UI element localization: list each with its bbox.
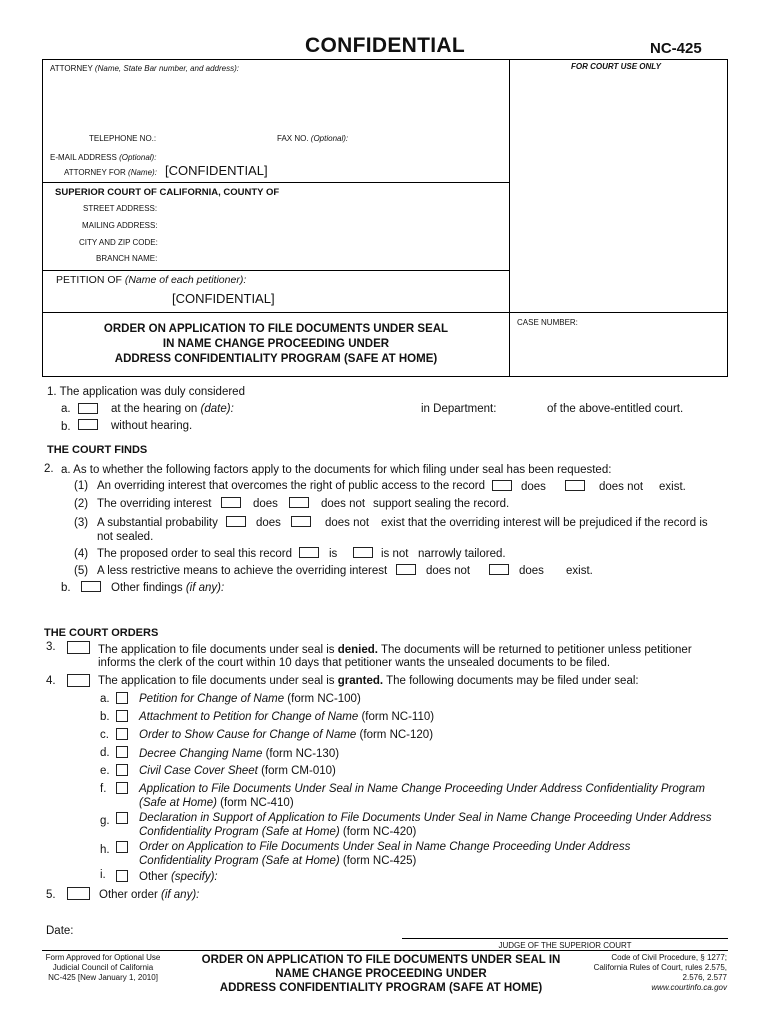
factor2-doesnot-label: does not	[321, 498, 366, 510]
factor3-num: (3)	[74, 517, 89, 529]
doc-g-line2-form: (form NC-420)	[339, 826, 417, 838]
doc-b-form: (form NC-110)	[358, 711, 435, 723]
caption-bottom-rule	[42, 376, 728, 377]
fax-label-text: FAX NO.	[277, 134, 309, 143]
item5-text: Other order	[99, 889, 161, 901]
other-findings-text: Other findings	[111, 582, 183, 594]
fax-label-hint: (Optional):	[310, 134, 349, 143]
factor3-doesnot-label: does not	[325, 517, 370, 529]
doc-c-title: Order to Show Cause for Change of Name	[139, 729, 357, 741]
court-finds-heading: THE COURT FINDS	[47, 444, 148, 456]
factor3-rest: exist that the overriding interest will be prejudiced if the record is	[381, 517, 708, 529]
court-top-rule	[42, 182, 510, 183]
order-title-line2: IN NAME CHANGE PROCEEDING UNDER	[162, 338, 390, 350]
factor4-is-checkbox[interactable]	[299, 547, 319, 558]
other-findings-hint: (if any):	[185, 582, 225, 594]
factor5-doesnot-label: does not	[426, 565, 471, 577]
factor5-num: (5)	[74, 565, 89, 577]
factor2-doesnot-checkbox[interactable]	[289, 497, 309, 508]
doc-d-checkbox[interactable]	[116, 746, 128, 758]
doc-h-letter: h.	[100, 844, 110, 856]
factor1-doesnot-checkbox[interactable]	[565, 480, 585, 491]
courtinfo-link[interactable]: www.courtinfo.ca.gov	[651, 983, 727, 992]
factor5-exist: exist.	[566, 565, 593, 577]
doc-d-letter: d.	[100, 747, 110, 759]
telephone-label: TELEPHONE NO.:	[89, 134, 157, 143]
approval-block	[30, 953, 176, 983]
factor4-rest: narrowly tailored.	[418, 548, 506, 560]
attorney-for-hint: (Name):	[128, 168, 157, 177]
factor3-doesnot-checkbox[interactable]	[291, 516, 311, 527]
item3-line2: informs the clerk of the court within 10 days that petitioner wants the unsealed documents to be filed.	[98, 657, 611, 669]
doc-d-title: Decree Changing Name	[139, 748, 263, 760]
factor1-text: An overriding interest that overcomes the right of public access to the record	[97, 480, 486, 492]
doc-i-label	[139, 871, 218, 883]
item4-post: The following documents may be filed under seal:	[383, 675, 639, 687]
factor4-isnot-checkbox[interactable]	[353, 547, 373, 558]
email-label-text: E-MAIL ADDRESS	[50, 153, 117, 162]
factor2-rest: support sealing the record.	[373, 498, 510, 510]
email-label-hint: (Optional):	[119, 153, 157, 162]
code-block	[565, 953, 727, 993]
court-orders-heading: THE COURT ORDERS	[44, 627, 159, 639]
doc-d-label	[139, 748, 339, 760]
item3-num: 3.	[46, 641, 56, 653]
attorney-for-text: ATTORNEY FOR	[64, 168, 126, 177]
factor5-does-checkbox[interactable]	[489, 564, 509, 575]
doc-b-title: Attachment to Petition for Change of Name	[139, 711, 359, 723]
doc-f-letter: f.	[100, 783, 107, 795]
doc-d-form: (form NC-130)	[262, 748, 340, 760]
email-label	[50, 153, 156, 162]
fax-label	[277, 134, 348, 143]
doc-e-checkbox[interactable]	[116, 764, 128, 776]
doc-b-letter: b.	[100, 711, 110, 723]
petition-value[interactable]: [CONFIDENTIAL]	[172, 291, 275, 306]
court-heading: SUPERIOR COURT OF CALIFORNIA, COUNTY OF	[55, 187, 280, 198]
petition-label-text: PETITION OF	[56, 274, 122, 286]
factor3-rest2: not sealed.	[97, 531, 154, 543]
doc-b-label	[139, 711, 434, 723]
code-line1: Code of Civil Procedure, § 1277;	[611, 953, 727, 962]
court-use-label: FOR COURT USE ONLY	[571, 62, 661, 71]
footer-rule	[42, 950, 728, 951]
doc-g-line2	[139, 826, 416, 838]
doc-c-label	[139, 729, 433, 741]
doc-h-line2-form: (form NC-425)	[339, 855, 417, 867]
factor5-does-label: does	[519, 565, 544, 577]
street-address-label: STREET ADDRESS:	[83, 204, 158, 213]
order-title	[44, 322, 508, 367]
code-line3: 2.576, 2.577	[682, 973, 727, 982]
item5-hint: (if any):	[161, 889, 200, 901]
petition-label-hint: (Name of each petitioner):	[124, 274, 247, 286]
item1-a-letter: a.	[61, 403, 71, 415]
doc-a-title: Petition for Change of Name	[139, 693, 285, 705]
item2-num: 2.	[44, 463, 54, 475]
caption-left-rule	[42, 59, 43, 376]
approval-line3: NC-425 [New January 1, 2010]	[48, 973, 158, 982]
factor3-does-label: does	[256, 517, 281, 529]
denied-checkbox[interactable]	[67, 641, 90, 654]
factor2-text: The overriding interest	[97, 498, 212, 510]
in-department-label: in Department:	[421, 403, 497, 415]
footer-title-line2: NAME CHANGE PROCEEDING UNDER	[275, 968, 487, 980]
date-label: Date:	[46, 925, 74, 937]
city-zip-label: CITY AND ZIP CODE:	[79, 238, 158, 247]
other-findings-label	[111, 582, 224, 594]
hearing-checkbox[interactable]	[78, 403, 98, 414]
attorney-label-prefix: ATTORNEY	[50, 64, 93, 73]
code-line2: California Rules of Court, rules 2.575,	[593, 963, 727, 972]
attorney-for-value[interactable]: [CONFIDENTIAL]	[165, 163, 268, 178]
doc-e-title: Civil Case Cover Sheet	[139, 765, 258, 777]
doc-f-line1: Application to File Documents Under Seal in Name Change Proceeding Under Address Confidentiality Program	[139, 783, 705, 795]
doc-a-letter: a.	[100, 693, 110, 705]
approval-line1: Form Approved for Optional Use	[45, 953, 161, 962]
factor5-doesnot-checkbox[interactable]	[396, 564, 416, 575]
caption-right-rule	[727, 59, 728, 376]
doc-h-checkbox[interactable]	[116, 841, 128, 853]
factor1-doesnot-label: does not	[599, 481, 644, 493]
doc-g-letter: g.	[100, 815, 110, 827]
granted-checkbox[interactable]	[67, 674, 90, 687]
attorney-label	[50, 64, 239, 73]
footer-title	[170, 953, 592, 995]
doc-h-line2-ital: Confidentiality Program (Safe at Home)	[139, 855, 340, 867]
item4-granted: granted.	[337, 675, 384, 687]
caption-mid-rule	[509, 59, 510, 376]
attorney-for-label	[64, 168, 157, 177]
title-top-rule	[42, 312, 728, 313]
mailing-address-label: MAILING ADDRESS:	[82, 221, 158, 230]
footer-title-line1: ORDER ON APPLICATION TO FILE DOCUMENTS UNDER SEAL IN	[201, 954, 561, 966]
doc-a-checkbox[interactable]	[116, 692, 128, 704]
item3-post: The documents will be returned to petitioner unless petitioner	[378, 644, 692, 656]
item3-pre: The application to file documents under seal is	[98, 644, 338, 656]
factor4-num: (4)	[74, 548, 89, 560]
factor1-exist: exist.	[659, 481, 686, 493]
factor4-is-label: is	[329, 548, 338, 560]
doc-f-line2-form: (form NC-410)	[216, 797, 294, 809]
factor1-num: (1)	[74, 480, 89, 492]
petition-label	[56, 274, 246, 286]
doc-a-label	[139, 693, 361, 705]
attorney-label-hint: (Name, State Bar number, and address):	[94, 64, 239, 73]
item2-intro: a. As to whether the following factors apply to the documents for which filing under seal has been requested:	[61, 464, 612, 476]
item4-line1	[98, 675, 639, 687]
form-number: NC-425	[650, 40, 702, 57]
doc-i-hint: (specify):	[170, 871, 218, 883]
doc-c-form: (form NC-120)	[356, 729, 434, 741]
item4-pre: The application to file documents under seal is	[98, 675, 338, 687]
doc-h-line1: Order on Application to File Documents Under Seal in Name Change Proceeding Under Address	[139, 841, 631, 853]
order-title-line1: ORDER ON APPLICATION TO FILE DOCUMENTS UNDER SEAL	[103, 323, 449, 335]
item5-label	[99, 889, 199, 901]
item1-b-letter: b.	[61, 421, 71, 433]
factor1-does-label: does	[521, 481, 546, 493]
factor3-does-checkbox[interactable]	[226, 516, 246, 527]
case-number-label: CASE NUMBER:	[517, 318, 578, 327]
doc-f-checkbox[interactable]	[116, 782, 128, 794]
doc-c-checkbox[interactable]	[116, 728, 128, 740]
item3-line1	[98, 644, 692, 656]
item1-a-hint: (date):	[200, 403, 234, 415]
order-title-line3: ADDRESS CONFIDENTIALITY PROGRAM (SAFE AT HOME)	[114, 353, 438, 365]
factor2-does-checkbox[interactable]	[221, 497, 241, 508]
branch-name-label: BRANCH NAME:	[96, 254, 158, 263]
doc-f-line2	[139, 797, 294, 809]
item1-intro: 1. The application was duly considered	[47, 386, 245, 398]
factor1-does-checkbox[interactable]	[492, 480, 512, 491]
doc-a-form: (form NC-100)	[284, 693, 361, 705]
item4-num: 4.	[46, 675, 56, 687]
footer-title-line3: ADDRESS CONFIDENTIALITY PROGRAM (SAFE AT HOME)	[219, 982, 543, 994]
item3-denied: denied.	[337, 644, 378, 656]
doc-e-form: (form CM-010)	[257, 765, 336, 777]
doc-b-checkbox[interactable]	[116, 710, 128, 722]
factor2-does-label: does	[253, 498, 278, 510]
judge-label: JUDGE OF THE SUPERIOR COURT	[498, 941, 632, 950]
approval-line2: Judicial Council of California	[52, 963, 154, 972]
other-order-checkbox[interactable]	[67, 887, 90, 900]
confidential-title: CONFIDENTIAL	[305, 34, 465, 57]
petition-top-rule	[42, 270, 510, 271]
caption-top-rule	[42, 59, 728, 60]
doc-i-checkbox[interactable]	[116, 870, 128, 882]
doc-g-line1: Declaration in Support of Application to File Documents Under Seal in Name Change Proceeding Under Address	[139, 812, 712, 824]
factor3-text: A substantial probability	[97, 517, 218, 529]
item5-num: 5.	[46, 889, 56, 901]
doc-c-letter: c.	[100, 729, 109, 741]
factor2-num: (2)	[74, 498, 89, 510]
doc-g-line2-ital: Confidentiality Program (Safe at Home)	[139, 826, 340, 838]
item1-a-text	[111, 403, 234, 415]
other-findings-checkbox[interactable]	[81, 581, 101, 592]
without-hearing-checkbox[interactable]	[78, 419, 98, 430]
doc-i-letter: i.	[100, 869, 106, 881]
factor4-isnot-label: is not	[381, 548, 409, 560]
doc-e-label	[139, 765, 336, 777]
without-hearing-label: without hearing.	[111, 420, 193, 432]
factor4-text: The proposed order to seal this record	[97, 548, 292, 560]
item1-a-label: at the hearing on	[111, 403, 198, 415]
doc-f-line2-ital: (Safe at Home)	[139, 797, 217, 809]
doc-g-checkbox[interactable]	[116, 812, 128, 824]
above-entitled-label: of the above-entitled court.	[547, 403, 684, 415]
factor5-text: A less restrictive means to achieve the overriding interest	[97, 565, 388, 577]
doc-i-text: Other	[139, 871, 171, 883]
doc-h-line2	[139, 855, 416, 867]
judge-signature-line	[402, 938, 728, 939]
item2b-letter: b.	[61, 582, 71, 594]
doc-e-letter: e.	[100, 765, 110, 777]
